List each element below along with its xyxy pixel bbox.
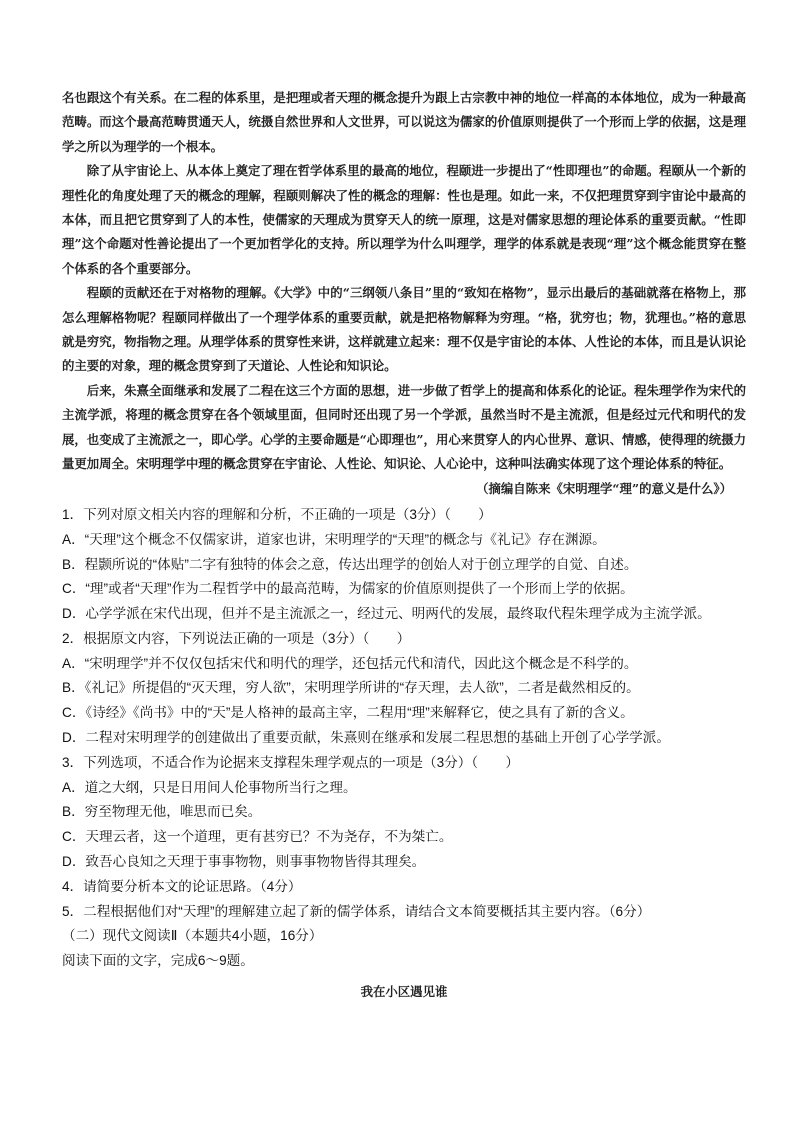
- reading-instruction: 阅读下面的文字，完成6～9题。: [62, 953, 254, 969]
- section-heading: （二）现代文阅读Ⅱ（本题共4小题，16分）: [62, 928, 323, 944]
- reading-passage: [62, 86, 746, 477]
- question-3-option-d: D．致吾心良知之天理于事事物物，则事事物物皆得其理矣。: [62, 854, 426, 870]
- question-3-stem: 3．下列选项，不适合作为论据来支撑程朱理学观点的一项是（3分）（ ）: [62, 754, 519, 770]
- question-2-option-d: D．二程对宋明理学的创建做出了重要贡献，朱熹则在继承和发展二程思想的基础上开创了心学学派。: [62, 730, 670, 746]
- question-2-option-c: C．《诗经》《尚书》中的“天”是人格神的最高主宰，二程用“理”来解释它，使之具有了新的含义。: [62, 705, 634, 721]
- passage-paragraph-2: 除了从宇宙论上、从本体上奠定了理在哲学体系里的最高的地位，程颐进一步提出了“性即理也”的命题。程颐从一个新的理性化的角度处理了天的概念的理解，程颐则解决了性的概念的理解：性也是理。如此一来，不仅把理贯穿到宇宙论中最高的本体，而且把它贯穿到了人的本性，使儒家的天理成为贯穿天人的统一原理，这是对儒家思想的理论体系的重要贡献。“性即理”这个命题对性善论提出了一个更加哲学化的支持。所以理学为什么叫理学，理学的体系就是表现“理”这个概念能贯穿在整个体系的各个重要部分。: [62, 163, 746, 276]
- question-3-option-c: C．天理云者，这一个道理，更有甚穷已？不为尧存，不为桀亡。: [62, 829, 453, 845]
- passage-source: （摘编自陈来《宋明理学“理”的意义是什么》）: [476, 480, 732, 496]
- question-4: 4．请简要分析本文的论证思路。（4分）: [62, 878, 302, 894]
- question-2-option-b: B．《礼记》所提倡的“灭天理，穷人欲”，宋明理学所讲的“存天理，去人欲”，二者是截然相反的。: [62, 680, 640, 696]
- question-5: 5．二程根据他们对“天理”的理解建立起了新的儒学体系，请结合文本简要概括其主要内容。（6分）: [62, 903, 651, 919]
- passage-paragraph-4: 后来，朱熹全面继承和发展了二程在这三个方面的思想，进一步做了哲学上的提高和体系化的论证。程朱理学作为宋代的主流学派，将理的概念贯穿在各个领域里面，但同时还出现了另一个学派，虽然当时不是主流派，但是经过元代和明代的发展，也变成了主流派之一，即心学。心学的主要命题是“心即理也”，用心来贯穿人的内心世界、意识、情感，使得理的统摄力量更加周全。宋明理学中理的概念贯穿在宇宙论、人性论、知识论、人心论中，这种叫法确实体现了这个理论体系的特征。: [62, 382, 746, 472]
- question-1-option-a: A．“天理”这个概念不仅儒家讲，道家也讲，宋明理学的“天理”的概念与《礼记》存在渊源。: [62, 531, 606, 547]
- question-list: [62, 503, 746, 974]
- question-1-option-b: B．程颢所说的“体贴”二字有独特的体会之意，传达出理学的创始人对于创立理学的自觉、自述。: [62, 556, 638, 572]
- question-2-option-a: A．“宋明理学”并不仅仅包括宋代和明代的理学，还包括元代和清代，因此这个概念是不科学的。: [62, 655, 638, 671]
- passage-paragraph-3: 程颐的贡献还在于对格物的理解。《大学》中的“三纲领八条目”里的“致知在格物”，显示出最后的基础就落在格物上，那怎么理解格物呢？程颐同样做出了一个理学体系的重要贡献，就是把格物解释为穷理。“格，犹穷也；物，犹理也。”格的意思就是穷究，物指物之理。从理学体系的贯穿性来讲，这样就建立起来：理不仅是宇宙论的本体、人性论的本体，而且是认识论的主要的对象，理的概念贯穿到了天道论、人性论和知识论。: [62, 285, 746, 374]
- question-1-option-d: D．心学学派在宋代出现，但并不是主流派之一，经过元、明两代的发展，最终取代程朱理学成为主流学派。: [62, 606, 711, 622]
- passage-paragraph-1: 名也跟这个有关系。在二程的体系里，是把理或者天理的概念提升为跟上古宗教中神的地位一样高的本体地位，成为一种最高范畴。而这个最高范畴贯通天人，统摄自然世界和人文世界，可以说这为儒家的价值原则提供了一个形而上学的依据，这是理学之所以为理学的一个根本。: [62, 90, 746, 154]
- article-title: 我在小区遇见谁: [360, 984, 448, 1000]
- question-1-stem: 1．下列对原文相关内容的理解和分析，不正确的一项是（3分）（ ）: [62, 506, 492, 522]
- question-3-option-a: A．道之大纲，只是日用间人伦事物所当行之理。: [62, 779, 357, 795]
- question-2-stem: 2．根据原文内容，下列说法正确的一项是（3分）（ ）: [62, 630, 411, 646]
- question-1-option-c: C．“理”或者“天理”作为二程哲学中的最高范畴，为儒家的价值原则提供了一个形而上学的依据。: [62, 581, 634, 597]
- question-3-option-b: B．穷至物理无他，唯思而已矣。: [62, 804, 262, 820]
